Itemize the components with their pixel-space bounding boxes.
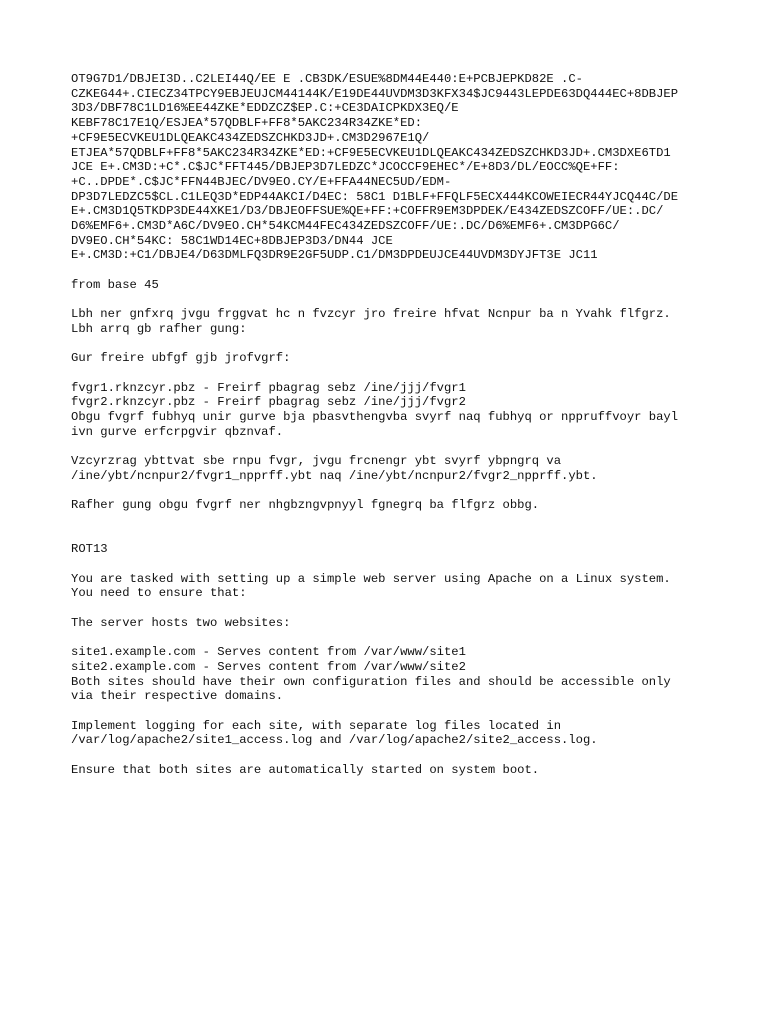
rot13-intro	[71, 307, 731, 336]
plain-boot: Ensure that both sites are automatically started on system boot.	[71, 762, 540, 777]
plain-intro-line: You are tasked with setting up a simple web server using Apache on a Linux system.	[71, 571, 671, 586]
rot13-site-line: fvgr1.rknzcyr.pbz - Freirf pbagrag sebz /ine/jjj/fvgr1	[71, 380, 466, 395]
rot13-boot: Rafher gung obgu fvgrf ner nhgbzngvpnyyl fgnegrq ba flfgrz obbg.	[71, 498, 540, 513]
encoded-block	[71, 72, 731, 263]
rot13-site-line: fvgr2.rknzcyr.pbz - Freirf pbagrag sebz /ine/jjj/fvgr2	[71, 395, 466, 410]
rot13-site-line: Obgu fvgrf fubhyq unir gurve bja pbasvthengvba svyrf naq fubhyq or nppruffvoyr bayl	[71, 410, 679, 425]
plain-site-line: via their respective domains.	[71, 689, 284, 704]
rot13-logging	[71, 454, 731, 483]
encoded-line: DV9EO.CH*54KC: 58C1WD14EC+8DBJEP3D3/DN44 JCE	[71, 233, 393, 248]
encoded-line: CZKEG44+.CIECZ34TPCY9EBJEUJCM44144K/E19DE44UVDM3D3KFX34$JC9443LEPDE63DQ444EC+8DBJEP	[71, 86, 679, 101]
plain-intro-line: You need to ensure that:	[71, 586, 247, 601]
encoded-line: KEBF78C17E1Q/ESJEA*57QDBLF+FF8*5AKC234R34ZKE*ED:	[71, 116, 423, 131]
encoded-line: JCE E+.CM3D:+C*.C$JC*FFT445/DBJEP3D7LEDZC*JCOCCF9EHEC*/E+8D3/DL/EOCC%QE+FF:	[71, 160, 620, 175]
encoded-line: ETJEA*57QDBLF+FF8*5AKC234R34ZKE*ED:+CF9E5ECVKEU1DLQEAKC434ZEDSZCHKD3JD+.CM3DXE6TD1	[71, 145, 671, 160]
encoded-line: OT9G7D1/DBJEI3D..C2LEI44Q/EE E .CB3DK/ESUE%8DM44E440:E+PCBJEPKD82E .C-	[71, 72, 583, 86]
plain-logging-line: /var/log/apache2/site1_access.log and /var/log/apache2/site2_access.log.	[71, 733, 598, 748]
encoded-line: +CF9E5ECVKEU1DLQEAKC434ZEDSZCHKD3JD+.CM3D2967E1Q/	[71, 130, 430, 145]
rot13-logging-line: /ine/ybt/ncnpur2/fvgr1_npprff.ybt naq /ine/ybt/ncnpur2/fvgr2_npprff.ybt.	[71, 468, 598, 483]
plain-hosts: The server hosts two websites:	[71, 615, 291, 630]
rot13-logging-line: Vzcyrzrag ybttvat sbe rnpu fvgr, jvgu frcnengr ybt svyrf ybpngrq va	[71, 454, 562, 469]
rot13-hosts: Gur freire ubfgf gjb jrofvgrf:	[71, 351, 291, 366]
rot13-note: ROT13	[71, 542, 108, 557]
base-note: from base 45	[71, 277, 159, 292]
encoded-line: DP3D7LEDZC5$CL.C1LEQ3D*EDP44AKCI/D4EC: 58C1 D1BLF+FFQLF5ECX444KCOWEIECR44YJCQ44C/DE	[71, 189, 679, 204]
encoded-line: E+.CM3D:+C1/DBJE4/D63DMLFQ3DR9E2GF5UDP.C1/DM3DPDEUJCE44UVDM3DYJFT3E JC11	[71, 248, 598, 263]
plain-intro	[71, 572, 731, 601]
rot13-intro-line: Lbh ner gnfxrq jvgu frggvat hc n fvzcyr jro freire hfvat Ncnpur ba n Yvahk flfgrz.	[71, 307, 671, 322]
plain-sites	[71, 645, 731, 704]
plain-site-line: Both sites should have their own configuration files and should be accessible only	[71, 674, 671, 689]
document-body	[71, 72, 731, 778]
rot13-intro-line: Lbh arrq gb rafher gung:	[71, 321, 247, 336]
plain-site-line: site2.example.com - Serves content from /var/www/site2	[71, 659, 466, 674]
plain-logging-line: Implement logging for each site, with separate log files located in	[71, 718, 562, 733]
encoded-line: D6%EMF6+.CM3D*A6C/DV9EO.CH*54KCM44FEC434ZEDSZCOFF/UE:.DC/D6%EMF6+.CM3DPG6C/	[71, 219, 620, 234]
encoded-line: +C..DPDE*.C$JC*FFN44BJEC/DV9EO.CY/E+FFA44NEC5UD/EDM-	[71, 174, 452, 189]
plain-site-line: site1.example.com - Serves content from /var/www/site1	[71, 645, 466, 660]
plain-logging	[71, 719, 731, 748]
rot13-sites	[71, 381, 731, 440]
encoded-line: E+.CM3D1Q5TKDP3DE44XKE1/D3/DBJEOFFSUE%QE+FF:+COFFR9EM3DPDEK/E434ZEDSZCOFF/UE:.DC/	[71, 204, 664, 219]
rot13-site-line: ivn gurve erfcrpgvir qbznvaf.	[71, 424, 284, 439]
encoded-line: 3D3/DBF78C1LD16%EE44ZKE*EDDZCZ$EP.C:+CE3DAICPKDX3EQ/E	[71, 101, 459, 116]
